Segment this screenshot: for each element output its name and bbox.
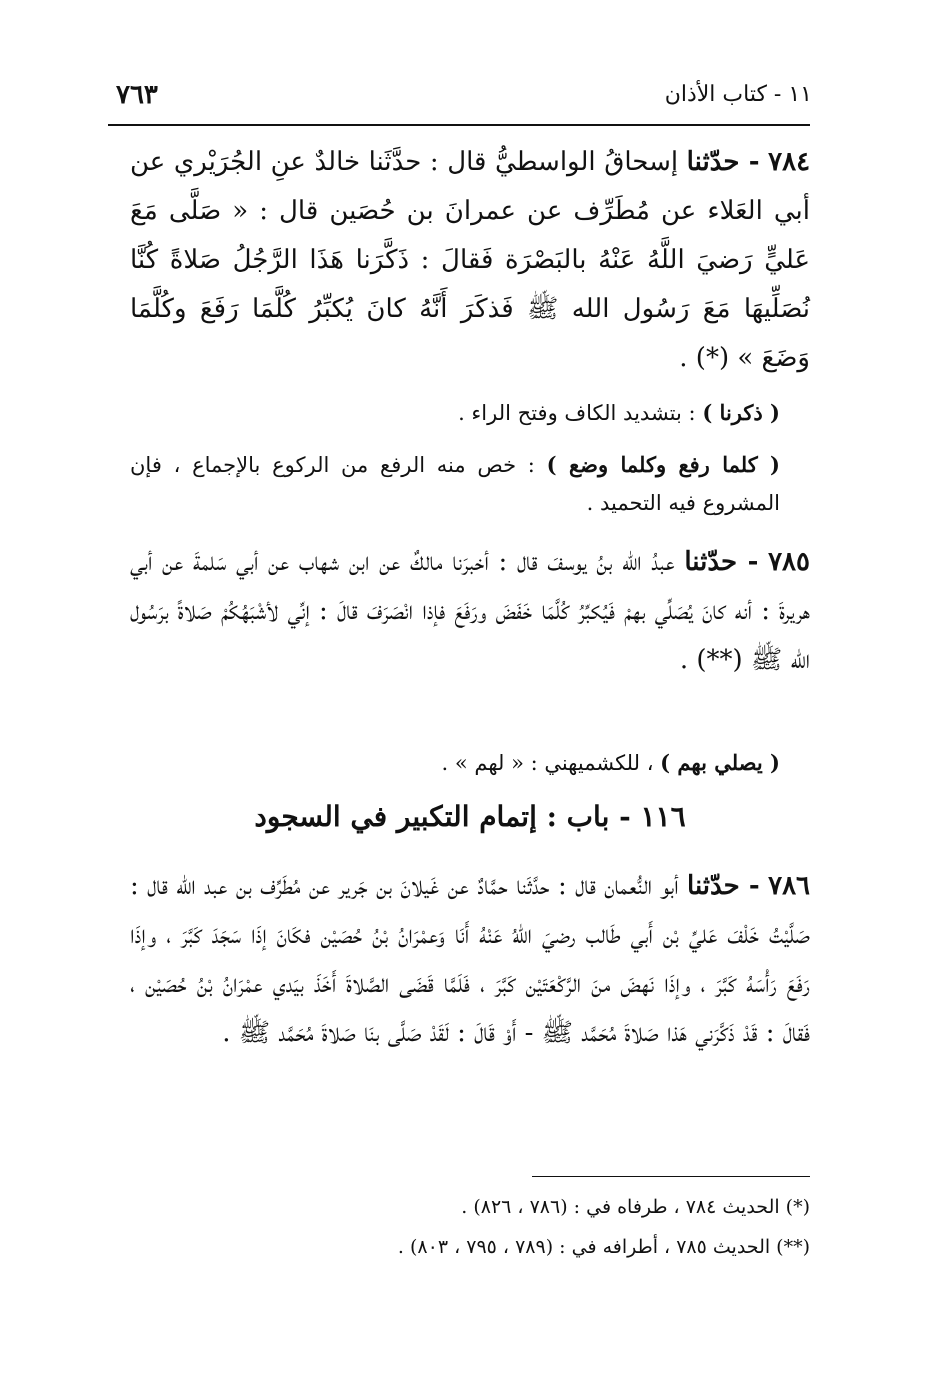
commentary-yusalli-bihim: [130, 744, 780, 782]
footnote-2: [300, 1232, 810, 1262]
hadith-784: ٧٨٤ - حدّثنا إسحاقُ الواسطيُّ قال : حدَّثَنا خالدٌ عنِ الجُرَيْري عن أبي العَلاء عن مُطَرِّف عن عمرانَ بن حُصَين قال : « صَلَّى مَعَ عَليٍّ رَضيَ اللَّهُ عَنْهُ بالبَصْرَة فَقالَ : ذَكَّرَنا هَذَا الرَّجُلُ صَلاةً كُنَّا نُصَلِّيهَا مَعَ رَسُول الله ﷺ فَذكَرَ أَنَّهُ كانَ يُكبِّرُ كُلَّمَا رَفَعَ وكُلَّمَا وَضَعَ » (*) .: [130, 147, 811, 373]
footnote-1: [300, 1192, 810, 1222]
hadith-text: إسحاقُ الواسطيُّ قال : حدَّثَنا خالدٌ عنِ الجُرَيْري عن أبي العَلاء عن مُطَرِّف عن عمرانَ بن حُصَين قال : « صَلَّى مَعَ عَليٍّ رَضيَ اللَّهُ عَنْهُ بالبَصْرَة فَقالَ : ذَكَّرَنا هَذَا الرَّجُلُ صَلاةً كُنَّا نُصَلِّيهَا مَعَ رَسُول الله ﷺ فَذكَرَ أَنَّهُ كانَ يُكبِّرُ كُلَّمَا رَفَعَ وكُلَّمَا وَضَعَ » (*) .: [130, 147, 810, 373]
hadith-lead: حدّثنا: [686, 147, 740, 177]
commentary-term: ( ذكرنا ): [702, 400, 780, 425]
commentary-dhakarana: [130, 394, 780, 432]
commentary-term: ( كلما رفع وكلما وضع ): [546, 452, 780, 477]
page-number: ٧٦٣: [116, 80, 158, 110]
hadith-lead: حدّثنا: [684, 547, 738, 577]
hadith-text: عبدُ الله بنُ يوسفَ قال : أخبرَنا مالكٌ عن ابن شهاب عن أبي سَلمةَ عن أبي هريرةَ : أنه كانَ يُصَلِّي بهمْ فَيُكبِّرُ كُلَّمَا خَفَضَ ورَفَعَ فإذا انْصَرَفَ قالَ : إنِّي لأشْبَهُكُمْ صَلاةً برَسُول الله ﷺ (**) .: [130, 547, 810, 675]
hadith-number: ٧٨٦: [768, 871, 811, 901]
footnote-divider: [532, 1176, 810, 1177]
commentary-term: ( يصلي بهم ): [660, 750, 780, 775]
hadith-number: ٧٨٤: [768, 147, 811, 177]
hadith-text: أبو النُّعمان قال : حدَّثَنا حمَّادٌ عن غَيلانَ بن جَرير عن مُطَرِّف بن عبد الله قال : صَلَّيْتُ خَلْفَ عَليِّ بْن أَبي طَالب رضيَ اللهُ عَنْهُ أَنَا وَعمْرَانُ بْنُ حُصَيْن فكَانَ إذَا سَجَدَ كَبَّرَ ، وإذَا رَفَعَ رَأْسَهُ كَبَّرَ ، وإذَا نَهضَ منَ الرَّكْعَتَيْن كَبَّرَ ، فَلَمَّا قَضَى الصَّلاةَ أَخَذَ بيَدي عمْرَانُ بْنُ حُصَيْن ، فَقالَ : قَدْ ذَكَّرَني هَذا صَلاةَ مُحَمَّد ﷺ - أَوْ قَالَ : لَقَدْ صَلَّى بنَا صَلاةَ مُحَمَّد ﷺ .: [130, 871, 810, 1048]
commentary-text: ، للكشميهني : « لهم » .: [441, 751, 654, 775]
chapter-heading: ١١٦ - باب : إتمام التكبير في السجود: [254, 800, 686, 833]
commentary-text: : بتشديد الكاف وفتح الراء .: [458, 401, 696, 425]
hadith-number: ٧٨٥: [768, 547, 810, 577]
commentary-kullama: [130, 446, 780, 522]
hadith-785: ٧٨٥ - حدّثنا عبدُ الله بنُ يوسفَ قال : أخبرَنا مالكٌ عن ابن شهاب عن أبي سَلمةَ عن أبي هريرةَ : أنه كانَ يُصَلِّي بهمْ فَيُكبِّرُ كُلَّمَا خَفَضَ ورَفَعَ فإذا انْصَرَفَ قالَ : إنِّي لأشْبَهُكُمْ صَلاةً برَسُول الله ﷺ (**) .: [130, 547, 810, 675]
commentary-text: : خص منه الرفع من الركوع بالإجماع ، فإن المشروع فيه التحميد .: [130, 453, 780, 515]
header-divider: [108, 124, 810, 126]
hadith-lead: حدّثنا: [687, 871, 740, 901]
running-chapter-title: ١١ - كتاب الأذان: [664, 82, 812, 107]
page-header: [100, 80, 812, 120]
footnote-text: (**) الحديث ٧٨٥ ، أطرافه في : (٧٨٩ ، ٧٩٥ ، ٨٠٣) .: [397, 1236, 810, 1258]
footnote-text: (*) الحديث ٧٨٤ ، طرفاه في : (٧٨٦ ، ٨٢٦) .: [461, 1196, 810, 1218]
hadith-786: ٧٨٦ - حدّثنا أبو النُّعمان قال : حدَّثَنا حمَّادٌ عن غَيلانَ بن جَرير عن مُطَرِّف بن عبد الله قال : صَلَّيْتُ خَلْفَ عَليِّ بْن أَبي طَالب رضيَ اللهُ عَنْهُ أَنَا وَعمْرَانُ بْنُ حُصَيْن فكَانَ إذَا سَجَدَ كَبَّرَ ، وإذَا رَفَعَ رَأْسَهُ كَبَّرَ ، وإذَا نَهضَ منَ الرَّكْعَتَيْن كَبَّرَ ، فَلَمَّا قَضَى الصَّلاةَ أَخَذَ بيَدي عمْرَانُ بْنُ حُصَيْن ، فَقالَ : قَدْ ذَكَّرَني هَذا صَلاةَ مُحَمَّد ﷺ - أَوْ قَالَ : لَقَدْ صَلَّى بنَا صَلاةَ مُحَمَّد ﷺ .: [130, 871, 811, 1048]
